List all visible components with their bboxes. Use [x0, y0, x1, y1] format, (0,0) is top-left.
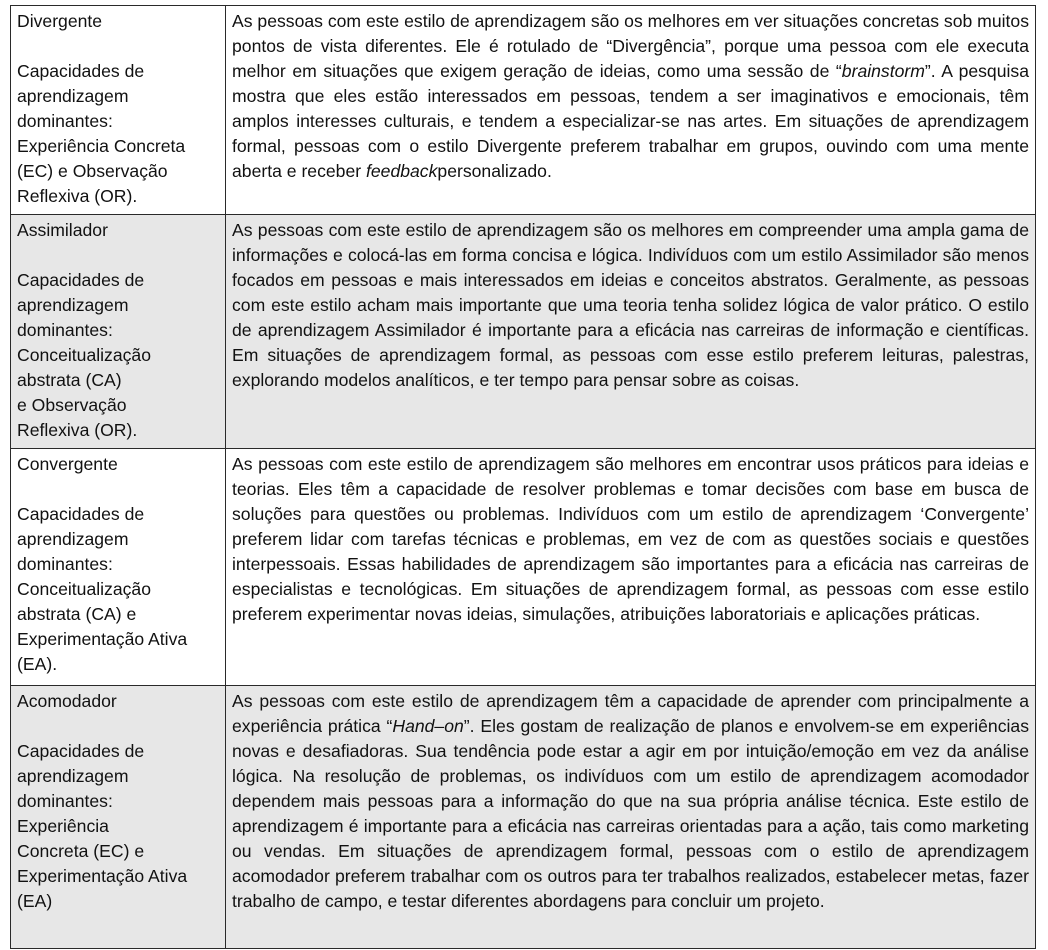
description-cell: [226, 686, 1036, 949]
style-cell: [11, 686, 226, 949]
description-text: As pessoas com este estilo de aprendizagem têm a capacidade de aprender com principalmente a experiência prática “: [232, 691, 1029, 736]
style-cell: [11, 215, 226, 449]
description-italic: feedback: [366, 161, 438, 181]
style-cell: [11, 449, 226, 686]
abilities-line: Capacidades de: [17, 270, 145, 290]
description-italic: Hand–on: [392, 716, 464, 736]
abilities-line: dominantes:: [17, 111, 113, 131]
abilities-line: Reflexiva (OR).: [17, 186, 138, 206]
description-cell: [226, 215, 1036, 449]
table-row-acomodador: [11, 686, 1036, 949]
abilities-line: aprendizagem: [17, 529, 129, 549]
description-text: ”. Eles gostam de realização de planos e envolvem-se em experiências novas e desafiadoras. Sua tendência pode estar a agir em por intuição/emoção em vez da análise lógica. Na resolução de problemas, os indivíduos com um estilo de aprendizagem acomodador dependem mais pessoas para a informação do que na sua própria análise técnica. Este estilo de aprendizagem é importante para a eficácia nas carreiras orientadas para a ação, tais como marketing ou vendas. Em situações de aprendizagem formal, pessoas com o estilo de aprendizagem acomodador preferem trabalhar com os outros para ter trabalhos realizados, estabelecer metas, fazer trabalho de campo, e testar diferentes abordagens para concluir um projeto.: [232, 716, 1030, 911]
abilities-line: Conceitualização: [17, 345, 151, 365]
style-cell: [11, 6, 226, 215]
description-text: As pessoas com este estilo de aprendizagem são melhores em encontrar usos práticos para ideias e teorias. Eles têm a capacidade de resolver problemas e tomar decisões com base em busca de soluções para questões ou problemas. Indivíduos com um estilo de aprendizagem ‘Convergente’ preferem lidar com tarefas técnicas e problemas, em vez de com as questões sociais e questões interpessoais. Essas habilidades de aprendizagem são importantes para a eficácia nas carreiras de especialistas e tecnológicas. Em situações de aprendizagem formal, as pessoas com esse estilo preferem experimentar novas ideias, simulações, atribuições laboratoriais e aplicações práticas.: [232, 454, 1029, 624]
table-row-convergente: [11, 449, 1036, 686]
abilities-line: Experimentação Ativa: [17, 866, 188, 886]
style-name: Convergente: [17, 454, 118, 474]
learning-styles-table: [10, 5, 1036, 949]
abilities-line: Capacidades de: [17, 61, 145, 81]
description-cell: [226, 449, 1036, 686]
description-italic: brainstorm: [841, 61, 925, 81]
abilities-line: (EA).: [17, 654, 58, 674]
abilities-line: (EC) e Observação: [17, 161, 168, 181]
table-row-divergente: [11, 6, 1036, 215]
description-text: As pessoas com este estilo de aprendizagem são os melhores em ver situações concretas sob muitos pontos de vista diferentes. Ele é rotulado de “Divergência”, porque uma pessoa com ele executa melhor em situações que exigem geração de ideias, como uma sessão de “: [232, 11, 1029, 81]
style-name: Divergente: [17, 11, 103, 31]
description-cell: [226, 6, 1036, 215]
table-row-assimilador: [11, 215, 1036, 449]
style-name: Assimilador: [17, 220, 108, 240]
description-text: ”. A pesquisa mostra que eles estão interessados em pessoas, tendem a ser imaginativos e emocionais, têm amplos interesses culturais, e tendem a especializar-se nas artes. Em situações de aprendizagem formal, pessoas com o estilo Divergente preferem trabalhar em grupos, ouvindo com uma mente aberta e receber: [232, 61, 1029, 181]
abilities-line: Experiência Concreta: [17, 136, 186, 156]
abilities-line: Experimentação Ativa: [17, 629, 188, 649]
abilities-line: dominantes:: [17, 320, 113, 340]
abilities-line: (EA): [17, 891, 53, 911]
abilities-line: abstrata (CA): [17, 370, 122, 390]
abilities-line: Reflexiva (OR).: [17, 420, 138, 440]
abilities-line: Conceitualização: [17, 579, 151, 599]
abilities-line: aprendizagem: [17, 86, 129, 106]
abilities-line: aprendizagem: [17, 295, 129, 315]
abilities-line: dominantes:: [17, 554, 113, 574]
abilities-line: e Observação: [17, 395, 127, 415]
abilities-line: Capacidades de: [17, 504, 145, 524]
abilities-line: abstrata (CA) e: [17, 604, 137, 624]
abilities-line: Concreta (EC) e: [17, 841, 145, 861]
abilities-line: Capacidades de: [17, 741, 145, 761]
abilities-line: aprendizagem: [17, 766, 129, 786]
abilities-line: dominantes:: [17, 791, 113, 811]
style-name: Acomodador: [17, 691, 117, 711]
abilities-line: Experiência: [17, 816, 109, 836]
description-text: personalizado.: [437, 161, 552, 181]
description-text: As pessoas com este estilo de aprendizagem são os melhores em compreender uma ampla gama de informações e colocá-las em forma concisa e lógica. Indivíduos com um estilo Assimilador são menos focados em pessoas e mais interessados em ideias e conceitos abstratos. Geralmente, as pessoas com este estilo acham mais importante que uma teoria tenha solidez lógica de valor prático. O estilo de aprendizagem Assimilador é importante para a eficácia nas carreiras de informação e científicas. Em situações de aprendizagem formal, as pessoas com esse estilo preferem leituras, palestras, explorando modelos analíticos, e ter tempo para pensar sobre as coisas.: [232, 220, 1029, 390]
